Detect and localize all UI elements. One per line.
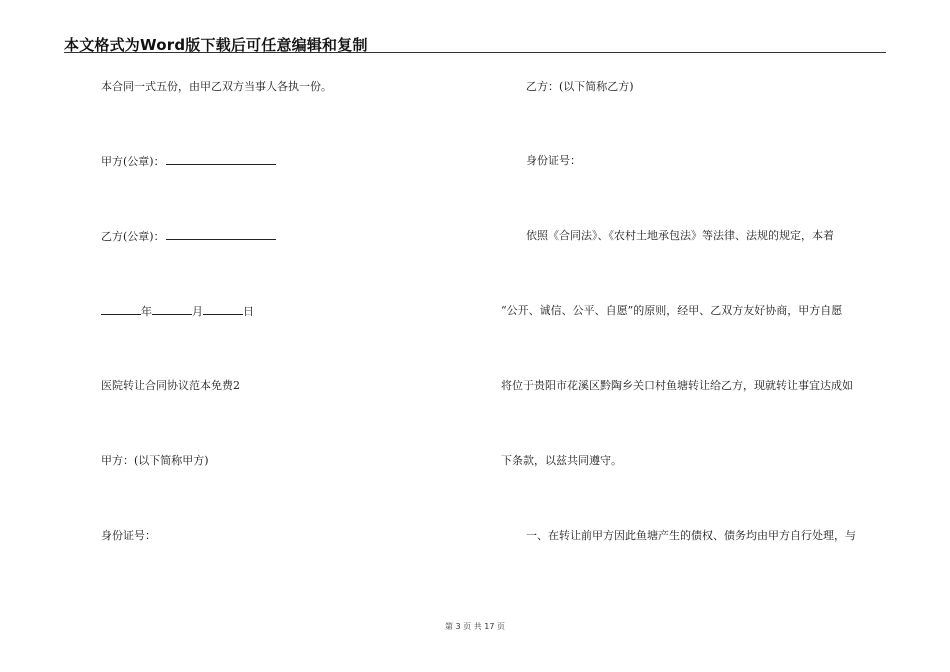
header-divider [64,52,886,53]
party-b-seal-label: 乙方(公章)： [101,230,165,243]
party-b-seal-blank [166,229,276,240]
preamble-line-3: 将位于贵阳市花溪区黔陶乡关口村鱼塘转让给乙方，现就转让事宜达成如 [501,379,853,392]
party-a-seal-label: 甲方(公章)： [101,155,165,168]
preamble-line-2: “公开、诚信、公平、自愿”的原则，经甲、乙双方友好协商，甲方自愿 [501,304,843,317]
party-a-seal-line [101,154,277,169]
party-a-id-line: 身份证号： [101,529,156,542]
party-a-line: 甲方：(以下简称甲方) [101,454,209,467]
party-b-seal-line [101,229,277,244]
day-label: 日 [243,305,254,318]
month-blank [152,304,192,315]
document-banner: 本文格式为Word版下载后可任意编辑和复制 [64,36,368,54]
template-title: 医院转让合同协议范本免费2 [101,379,240,392]
year-blank [101,304,141,315]
month-label: 月 [192,305,203,318]
copies-clause: 本合同一式五份，由甲乙双方当事人各执一份。 [101,80,332,93]
party-b-line: 乙方：(以下简称乙方) [526,80,634,93]
preamble-line-1: 依照《合同法》、《农村土地承包法》等法律、法规的规定，本着 [526,229,834,242]
clause-one-line: 一、在转让前甲方因此鱼塘产生的债权、债务均由甲方自行处理，与 [526,529,856,542]
page-number: 第 3 页 共 17 页 [445,622,505,631]
party-a-seal-blank [166,154,276,165]
preamble-line-4: 下条款，以兹共同遵守。 [501,454,622,467]
date-line [101,304,254,319]
day-blank [203,304,243,315]
year-label: 年 [141,305,152,318]
party-b-id-line: 身份证号： [526,154,581,167]
